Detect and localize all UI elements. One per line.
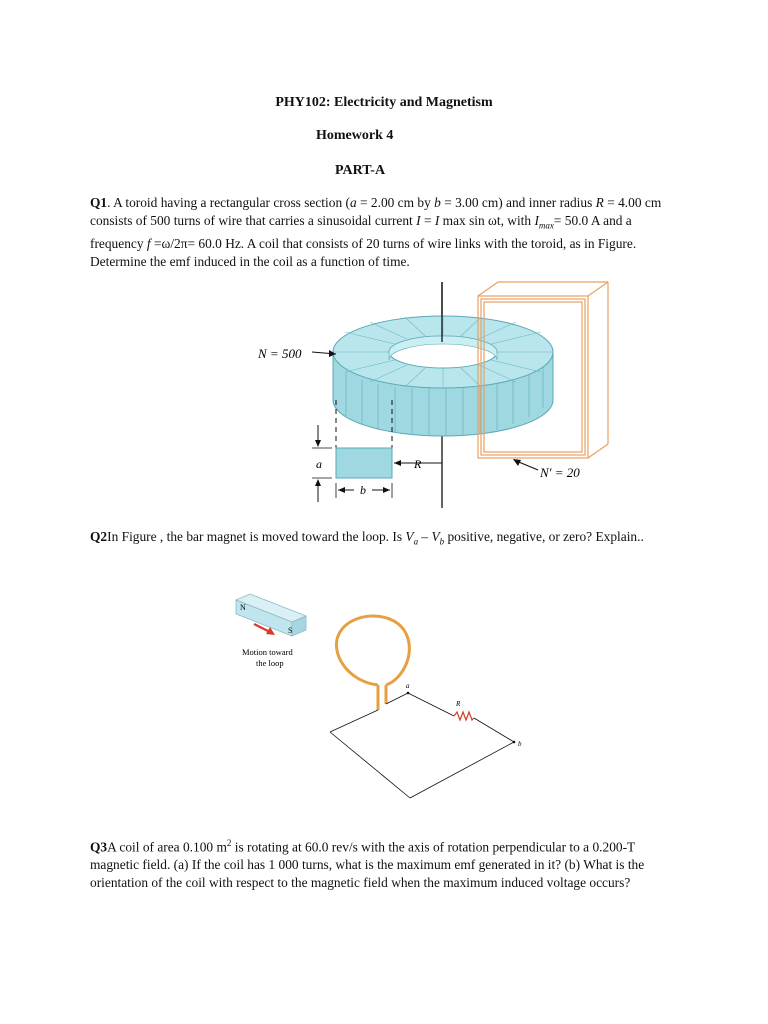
- q3-superscript: 2: [226, 838, 232, 848]
- question-2-label: Q2: [90, 529, 108, 544]
- magnet-loop-figure: [230, 592, 530, 807]
- question-1: [90, 194, 685, 271]
- motion-label-line1: Motion toward: [242, 647, 293, 657]
- q2-var-Vb: V: [431, 529, 440, 544]
- q1-var-I: I: [416, 213, 421, 228]
- magnet-S-pole: S: [288, 626, 293, 635]
- q1-text: = 50.0 A and a frequency: [90, 213, 632, 251]
- motion-label-line2: the loop: [256, 658, 284, 668]
- q1-text: =: [420, 213, 435, 228]
- toroid-figure: [250, 280, 610, 510]
- q2-text: –: [418, 529, 432, 544]
- question-2: [90, 528, 685, 551]
- q1-text: = 3.00 cm) and inner radius: [440, 195, 596, 210]
- toroid-Nprime-label: N′ = 20: [540, 465, 580, 480]
- question-3: [90, 834, 685, 892]
- q1-var-I2: I: [434, 213, 440, 228]
- q1-text: = 4.00 cm consists of 500 turns of wire that carries a sinusoidal current: [90, 195, 662, 228]
- q1-text: = 2.00 cm by: [356, 195, 435, 210]
- q3-text: is rotating at 60.0 rev/s with the axis of rotation perpendicular to a 0.200-T magnetic field. (a) If the coil has 1 000 turns, what is the maximum emf generated in it? (b) What is the orientation of the coil with respect to the magnetic field when the maximum induced voltage occurs?: [90, 839, 645, 891]
- magnet-N-pole: N: [240, 603, 246, 612]
- homework-number: Homework 4: [316, 128, 394, 143]
- q1-var-a: a: [349, 195, 357, 210]
- q1-var-f: f: [146, 235, 151, 251]
- part-heading: PART-A: [335, 163, 386, 178]
- question-3-label: Q3: [90, 839, 108, 855]
- q2-text: positive, negative, or zero? Explain..: [444, 529, 644, 544]
- toroid-N-label: N = 500: [258, 346, 302, 361]
- q1-text: =ω/2π= 60.0 Hz. A coil that consists of 20 turns of wire links with the toroid, as in Figure. Determine the emf induced in the coil as a function of time.: [90, 235, 637, 269]
- q2-sub-b: b: [439, 536, 445, 547]
- q2-var-Va: V: [405, 529, 414, 544]
- q1-imax-sub: max: [538, 220, 554, 231]
- q2-text: In Figure , the bar magnet is moved toward the loop. Is: [107, 529, 406, 544]
- q1-text: max sin ωt, with: [439, 213, 535, 228]
- toroid-a-label: a: [316, 457, 322, 471]
- q1-text: . A toroid having a rectangular cross section (: [107, 195, 350, 210]
- loop-R-label: R: [456, 700, 461, 708]
- q1-var-b: b: [434, 195, 441, 210]
- q1-var-R: R: [595, 195, 604, 210]
- toroid-R-label: R: [414, 457, 422, 471]
- q3-text: A coil of area 0.100 m: [107, 839, 227, 855]
- loop-a-label: a: [406, 682, 410, 690]
- q1-var-Imax: I: [534, 213, 539, 228]
- q2-sub-a: a: [413, 536, 419, 547]
- loop-b-label: b: [518, 740, 522, 748]
- course-title: PHY102: Electricity and Magnetism: [275, 95, 493, 110]
- question-1-label: Q1: [90, 195, 108, 210]
- toroid-b-label: b: [360, 483, 366, 497]
